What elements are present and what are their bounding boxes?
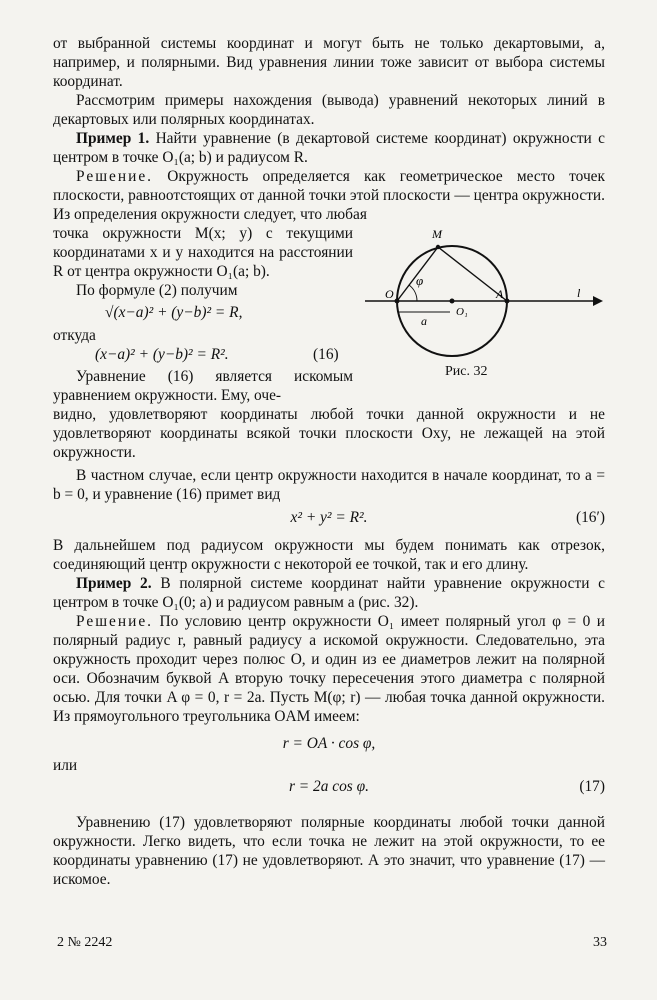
equation-17: r = 2a cos φ. (288, 778, 370, 795)
page-number: 33 (593, 935, 607, 950)
equation-16: (x−a)² + (y−b)² = R². (95, 346, 229, 363)
formula-intro: По формуле (2) получим (76, 282, 238, 299)
point-A (505, 299, 510, 304)
equation-16-row (53, 345, 353, 367)
whence-text: откуда (53, 327, 96, 344)
solution-1-continued: точка окружности M(x; y) с текущими координатами x и y находится на расстоянии R от центра окружности O₁(a; b). (53, 225, 353, 280)
label-phi: φ (416, 273, 424, 288)
left-column (53, 224, 353, 405)
equation-r1: r = OA · cos φ, (282, 735, 376, 752)
paragraph-16a: Уравнение (16) является искомым уравнением окружности. Ему, оче- (53, 368, 353, 404)
solution-1 (53, 167, 605, 224)
paragraph-16b: видно, удовлетворяют координаты любой точки данной окружности и не удовлетворяют координаты всякой точки плоскости Oxy, не лежащей на этой окружности. (53, 406, 605, 461)
label-l: l (577, 286, 581, 300)
figure-caption: Рис. 32 (445, 364, 488, 379)
paragraph-special-case: В частном случае, если центр окружности находится в начале координат, то a = b = 0, и уравнение (16) примет вид (53, 467, 605, 503)
equation-sqrt-row (53, 300, 353, 326)
equation-16prime-number: (16′) (575, 509, 605, 526)
example-1-label: Пример 1. (76, 130, 150, 147)
polar-axis-arrow (593, 296, 603, 306)
solution-1-label: Решение. (76, 168, 154, 185)
equation-17-number: (17) (579, 778, 605, 795)
solution-2-text: По условию центр окружности O₁ имеет полярный угол φ = 0 и полярный радиус r, равный радиусу a искомой окружности. Следовательно, эта окружность проходит через полюс O, и один из ее диаметров лежит на полярной оси. Обозначим буквой A вторую точку пересечения этого диаметра с полярной осью. Для точки A φ = 0, r = 2a. Пусть M(φ; r) — любая точка данной окружности. Из прямоугольного треугольника OAM имеем: (53, 613, 605, 725)
point-O1 (450, 299, 455, 304)
page-body (53, 34, 605, 889)
equation-16-number: (16) (313, 346, 339, 363)
example-2 (53, 574, 605, 612)
label-a: a (421, 314, 427, 328)
paragraph-radius: В дальнейшем под радиусом окружности мы будем понимать как отрезок, соединяющий центр окружности с некоторой ее точкой, так и его длину. (53, 537, 605, 573)
printer-signature: 2 № 2242 (57, 935, 113, 950)
figure-32 (365, 224, 605, 384)
example-2-label: Пример 2. (76, 575, 152, 592)
equation-r1-row (53, 726, 605, 756)
circle-diagram (365, 224, 605, 359)
paragraph-examples: Рассмотрим примеры нахождения (вывода) уравнений некоторых линий в декартовых или полярных координатах. (53, 92, 605, 128)
solution-1-text: Окружность определяется как геометрическое место точек плоскости, равноотстоящих от данной точки этой плоскости — центра окружности. Из определения окружности следует, что любая (53, 168, 605, 223)
solution-2-label: Решение. (76, 613, 154, 630)
equation-sqrt: √(x−a)² + (y−b)² = R, (105, 304, 243, 321)
equation-16prime-row (53, 504, 605, 532)
equation-17-row (53, 775, 605, 801)
label-O: O (385, 287, 394, 301)
page-footer (57, 933, 607, 953)
label-M: M (432, 227, 442, 241)
point-M (436, 245, 440, 249)
paragraph-intro: от выбранной системы координат и могут быть не только декартовыми, а, например, и полярными. Вид уравнения линии тоже зависит от выбора системы координат. (53, 35, 605, 90)
point-O (395, 299, 400, 304)
example-1 (53, 129, 605, 167)
figure-block (53, 224, 605, 405)
solution-2 (53, 612, 605, 726)
label-O1: O₁ (456, 306, 468, 318)
paragraph-final: Уравнению (17) удовлетворяют полярные координаты любой точки данной окружности. Легко видеть, что если точка не лежит на этой окружности, то ее координаты уравнению (17) не удовлетворяют. А это значит, что уравнение (17) — искомое. (53, 814, 605, 888)
label-A: A (496, 287, 504, 301)
equation-16prime: x² + y² = R². (290, 509, 368, 526)
example-1-text: Найти уравнение (в декартовой системе координат) окружности с центром в точке O₁(a; b) и радиусом R. (53, 130, 605, 166)
or-text: или (53, 757, 78, 774)
example-2-text: В полярной системе координат найти уравнение окружности с центром в точке O₁(0; a) и радиусом равным a (рис. 32). (53, 575, 605, 611)
